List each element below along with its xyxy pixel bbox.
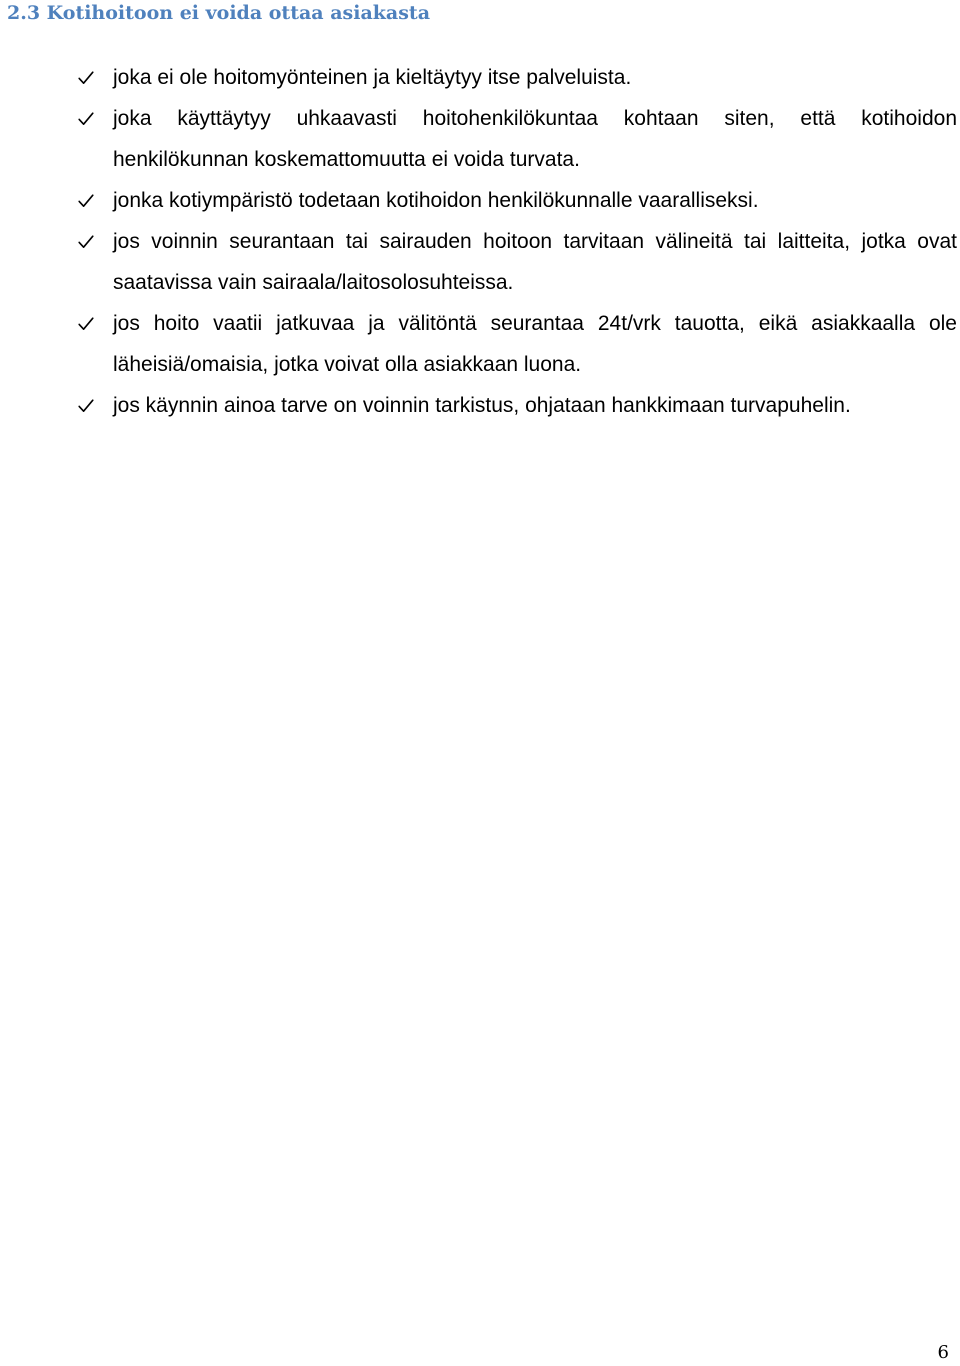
list-item-text: jonka kotiympäristö todetaan kotihoidon henkilökunnalle vaaralliseksi. bbox=[113, 189, 759, 212]
list-item bbox=[0, 180, 957, 221]
list-item-text: joka ei ole hoitomyönteinen ja kieltäytyy itse palveluista. bbox=[113, 66, 632, 89]
checkmark-icon bbox=[78, 385, 96, 426]
list-item bbox=[0, 385, 957, 426]
criteria-list bbox=[0, 57, 960, 426]
checkmark-icon bbox=[78, 57, 96, 98]
list-item-text: joka käyttäytyy uhkaavasti hoitohenkilökuntaa kohtaan siten, että kotihoidon henkilökunnan koskemattomuutta ei voida turvata. bbox=[113, 107, 957, 171]
list-item-text: jos voinnin seurantaan tai sairauden hoitoon tarvitaan välineitä tai laitteita, jotka ovat saatavissa vain sairaala/laitosolosuhteissa. bbox=[113, 230, 957, 294]
list-item bbox=[0, 221, 957, 303]
page-number: 6 bbox=[937, 1342, 949, 1363]
list-item-text: jos hoito vaatii jatkuvaa ja välitöntä seurantaa 24t/vrk tauotta, eikä asiakkaalla ole läheisiä/omaisia, jotka voivat olla asiakkaan luona. bbox=[113, 312, 957, 376]
section-heading: 2.3 Kotihoitoon ei voida ottaa asiakasta bbox=[7, 2, 431, 24]
list-item bbox=[0, 303, 957, 385]
list-item bbox=[0, 57, 957, 98]
list-item bbox=[0, 98, 957, 180]
checkmark-icon bbox=[78, 221, 96, 262]
checkmark-icon bbox=[78, 303, 96, 344]
checkmark-icon bbox=[78, 180, 96, 221]
list-item-text: jos käynnin ainoa tarve on voinnin tarkistus, ohjataan hankkimaan turvapuhelin. bbox=[113, 394, 851, 417]
checkmark-icon bbox=[78, 98, 96, 139]
